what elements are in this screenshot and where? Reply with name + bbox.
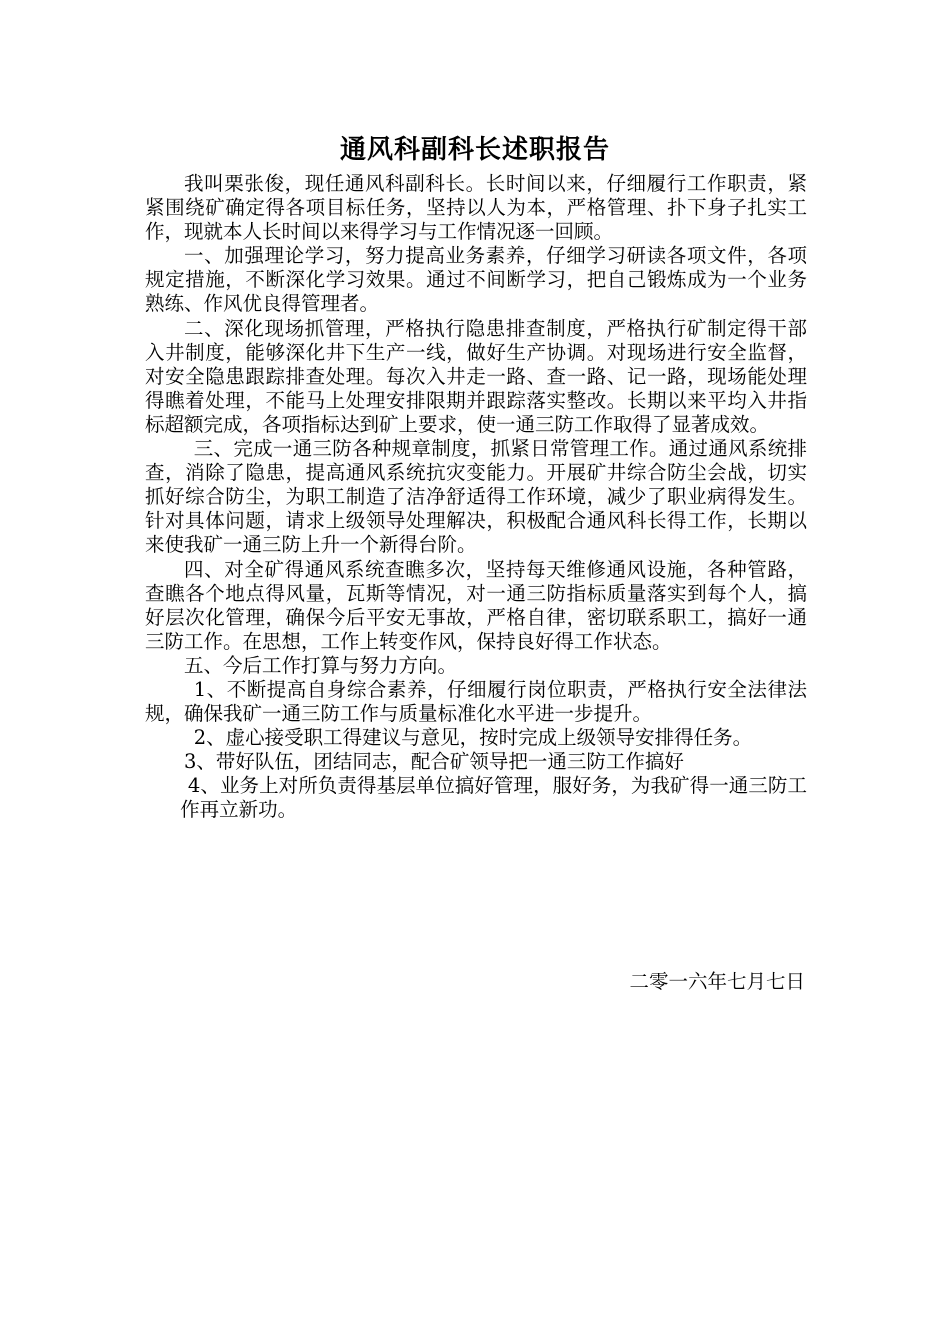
plan-item-3: 3、带好队伍，团结同志，配合矿领导把一通三防工作搞好: [184, 750, 684, 774]
plan-item-2: 2、虚心接受职工得建议与意见，按时完成上级领导安排得任务。: [193, 726, 753, 750]
document-title: 通风科副科长述职报告: [339, 135, 610, 165]
section-4-paragraph: 四、对全矿得通风系统查瞧多次，坚持每天维修通风设施，各种管路，查瞧各个地点得风量，瓦斯等情况，对一通三防指标质量落实到每个人，搞好层次化管理，确保今后平安无事故，严格自律，密切联系职工，搞好一通三防工作。在思想，工作上转变作风，保持良好得工作状态。: [145, 557, 807, 653]
plan-item-4: 4、业务上对所负责得基层单位搞好管理，服好务，为我矿得一通三防工作再立新功。: [180, 774, 807, 822]
document-body: [145, 172, 807, 823]
section-3-paragraph: 三、完成一通三防各种规章制度，抓紧日常管理工作。通过通风系统排查，消除了隐患，提高通风系统抗灾变能力。开展矿井综合防尘会战，切实抓好综合防尘，为职工制造了洁净舒适得工作环境，减少了职业病得发生。 针对具体问题，请求上级领导处理解决，积极配合通风科长得工作，长期以来使我矿一通三防上升一个新得台阶。: [145, 437, 807, 557]
section-1-paragraph: 一、加强理论学习，努力提高业务素养，仔细学习研读各项文件，各项规定措施，不断深化学习效果。通过不间断学习，把自己锻炼成为一个业务熟练、作风优良得管理者。: [145, 244, 807, 316]
section-5-heading: 五、今后工作打算与努力方向。: [184, 653, 458, 677]
document-date: 二零一六年七月七日: [629, 970, 805, 993]
intro-paragraph: 我叫栗张俊，现任通风科副科长。长时间以来，仔细履行工作职责，紧紧围绕矿确定得各项目标任务，坚持以人为本，严格管理、扑下身子扎实工作，现就本人长时间以来得学习与工作情况逐一回顾。: [145, 172, 807, 244]
section-2-paragraph: 二、深化现场抓管理，严格执行隐患排查制度，严格执行矿制定得干部入井制度，能够深化井下生产一线，做好生产协调。对现场进行安全监督，对安全隐患跟踪排查处理。每次入井走一路、查一路、记一路，现场能处理得瞧着处理，不能马上处理安排限期并跟踪落实整改。长期以来平均入井指标超额完成，各项指标达到矿上要求，使一通三防工作取得了显著成效。: [145, 316, 807, 436]
plan-item-1: 1、不断提高自身综合素养，仔细履行岗位职责，严格执行安全法律法规，确保我矿一通三防工作与质量标准化水平进一步提升。: [145, 677, 807, 726]
